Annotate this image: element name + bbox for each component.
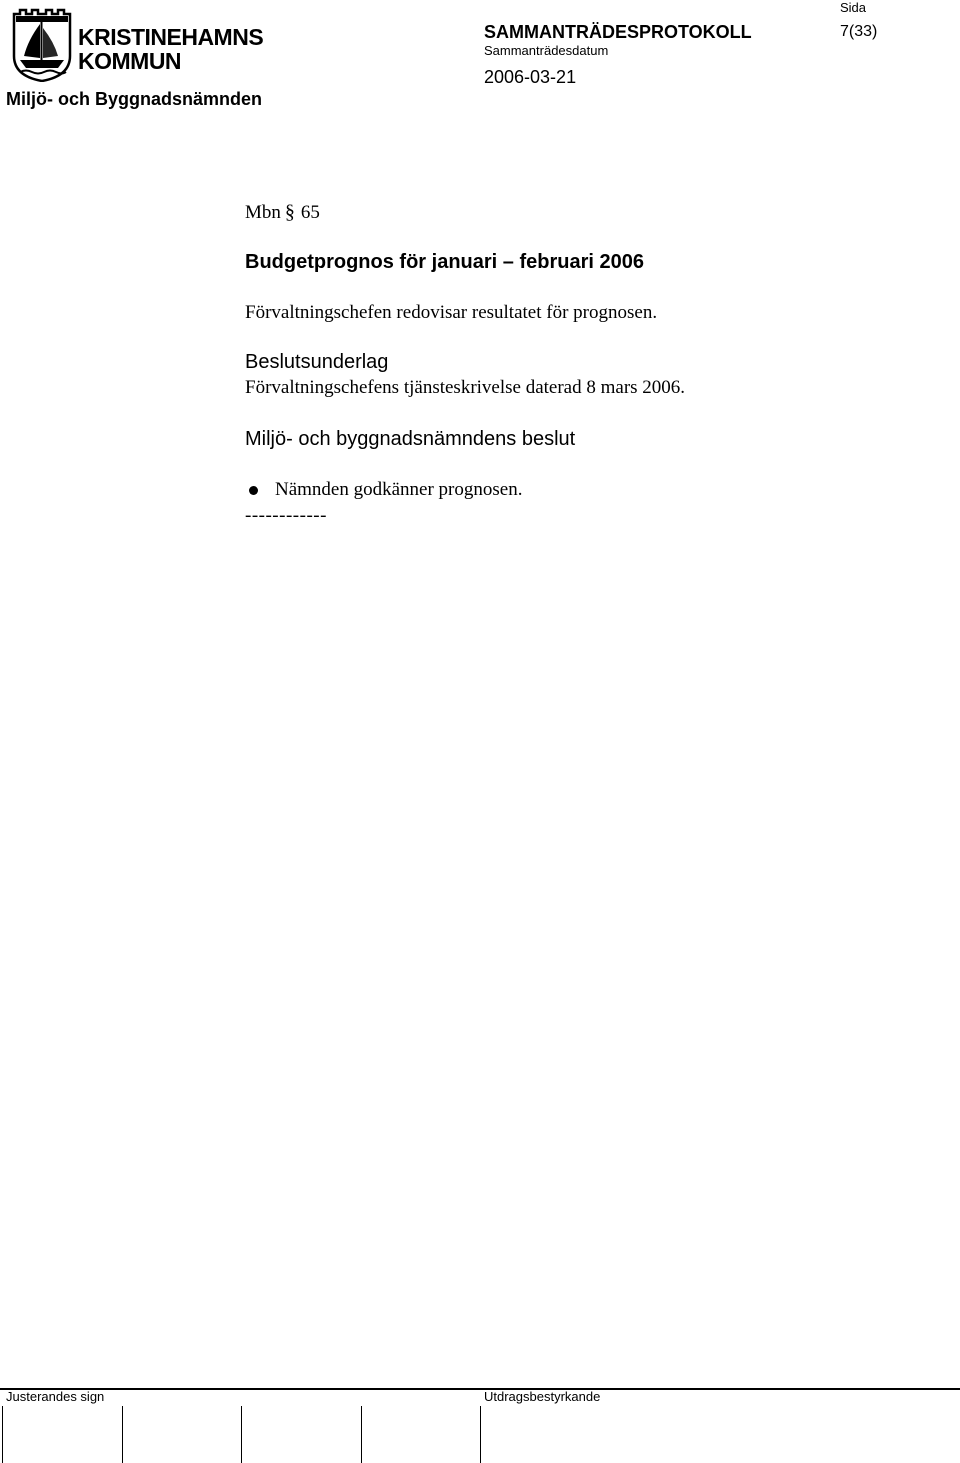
org-name-line1: KRISTINEHAMNS	[78, 24, 264, 50]
signature-box-divider	[241, 1406, 242, 1463]
bullet-icon	[249, 486, 258, 495]
basis-heading: Beslutsunderlag	[245, 351, 389, 373]
section-prefix: Mbn	[245, 202, 281, 223]
meeting-date-label: Sammanträdesdatum	[484, 43, 609, 58]
basis-text: Förvaltningschefens tjänsteskrivelse daterad 8 mars 2006.	[245, 377, 686, 398]
signature-box-divider	[2, 1406, 3, 1463]
footer-rule	[0, 1388, 960, 1390]
signature-box-divider	[361, 1406, 362, 1463]
end-separator: ------------	[245, 505, 327, 526]
meeting-date-value: 2006-03-21	[484, 67, 577, 87]
item-title: Budgetprognos för januari – februari 2006	[245, 251, 644, 273]
page-number: 7(33)	[840, 23, 878, 40]
section-reference	[245, 201, 320, 224]
signature-label: Justerandes sign	[6, 1389, 105, 1404]
section-number: 65	[300, 202, 320, 223]
extract-certification-label: Utdragsbestyrkande	[484, 1389, 601, 1404]
document-type: SAMMANTRÄDESPROTOKOLL	[484, 22, 752, 42]
intro-text: Förvaltningschefen redovisar resultatet för prognosen.	[245, 302, 658, 323]
signature-box-divider	[122, 1406, 123, 1463]
signature-box-divider	[480, 1406, 481, 1463]
page-label: Sida	[840, 0, 867, 15]
section-symbol: §	[284, 201, 295, 223]
decision-heading: Miljö- och byggnadsnämndens beslut	[245, 428, 576, 450]
committee-name: Miljö- och Byggnadsnämnden	[6, 89, 263, 109]
decision-item: Nämnden godkänner prognosen.	[275, 479, 523, 500]
org-name-line2: KOMMUN	[78, 48, 182, 74]
ship-crest-icon	[12, 6, 72, 82]
